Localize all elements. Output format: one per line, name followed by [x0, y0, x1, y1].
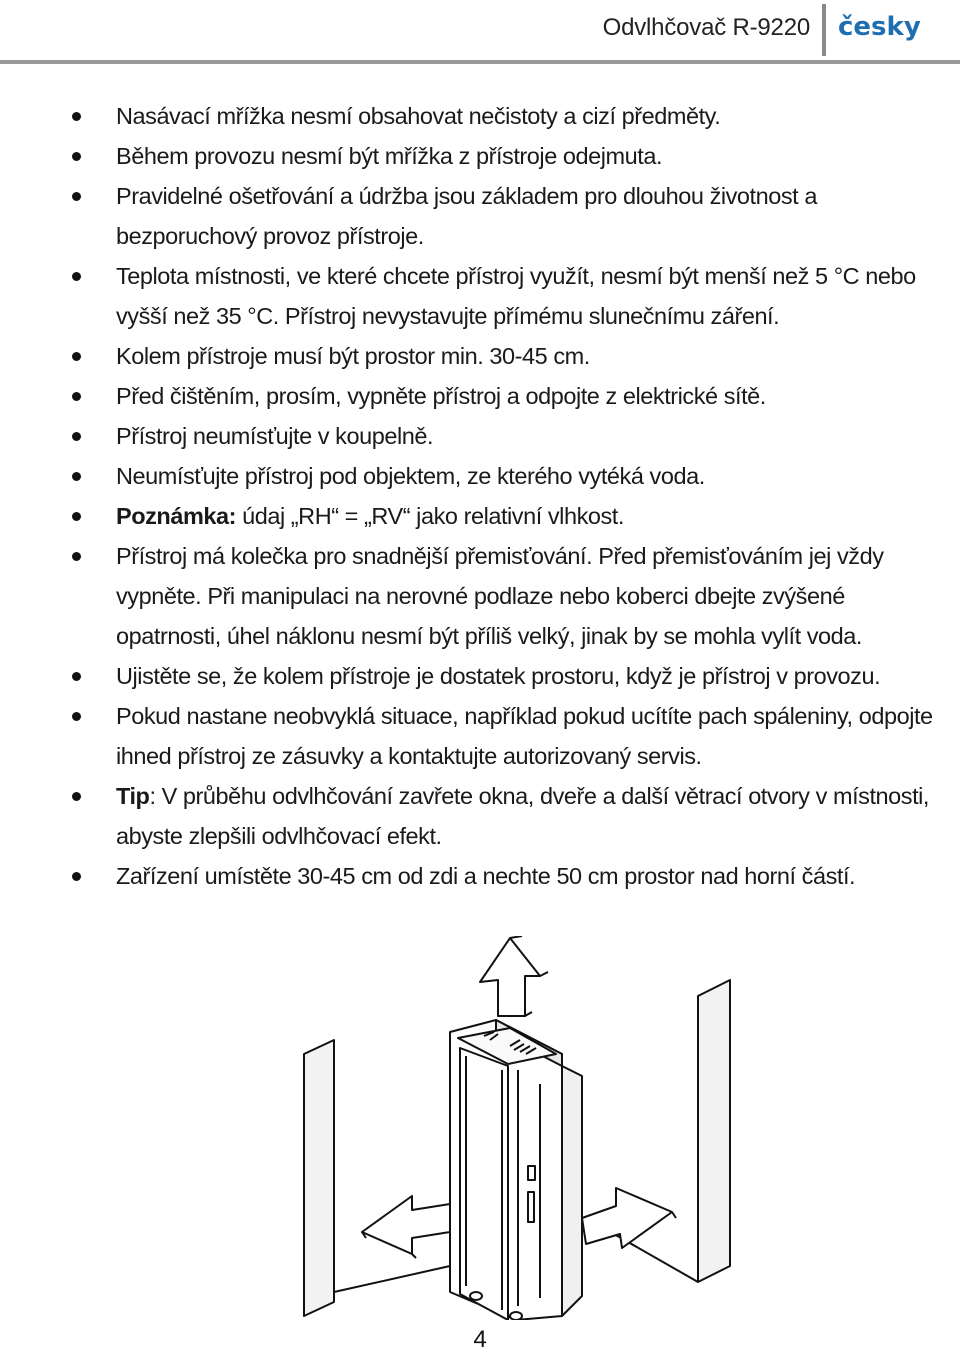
list-item: Přístroj má kolečka pro snadnější přemisťování. Před přemisťováním jej vždy vypněte. Při manipulaci na nerovné podlaze nebo koberci dbejte zvýšené opatrnosti, úhel náklonu nesmí být příliš velký, jinak by se mohla vylít voda.	[0, 536, 960, 656]
list-item: Ujistěte se, že kolem přístroje je dostatek prostoru, když je přístroj v provozu.	[0, 656, 960, 696]
arrow-up-icon	[480, 936, 548, 1016]
list-item: Pokud nastane neobvyklá situace, například pokud ucítíte pach spáleniny, odpojte ihned přístroj ze zásuvky a kontaktujte autorizovaný servis.	[0, 696, 960, 776]
arrow-right-icon	[582, 1188, 676, 1248]
bullet-icon	[72, 672, 81, 681]
bullet-icon	[72, 552, 81, 561]
dehumidifier-icon	[450, 1020, 582, 1320]
bullet-icon	[72, 392, 81, 401]
list-item: Před čištěním, prosím, vypněte přístroj a odpojte z elektrické sítě.	[0, 376, 960, 416]
bullet-icon	[72, 512, 81, 521]
dehumidifier-clearance-diagram	[300, 936, 760, 1320]
list-item: Nasávací mřížka nesmí obsahovat nečistoty a cizí předměty.	[0, 96, 960, 136]
bullet-icon	[72, 712, 81, 721]
list-item: Kolem přístroje musí být prostor min. 30-45 cm.	[0, 336, 960, 376]
page-header	[0, 0, 960, 62]
wall-icon	[304, 1040, 450, 1316]
list-item: Během provozu nesmí být mřížka z přístroje odejmuta.	[0, 136, 960, 176]
bullet-icon	[72, 352, 81, 361]
tip-label: Tip	[116, 783, 150, 809]
list-item: Neumísťujte přístroj pod objektem, ze kterého vytéká voda.	[0, 456, 960, 496]
document-title: Odvlhčovač R-9220	[602, 14, 810, 41]
placement-illustration	[300, 936, 760, 1320]
header-rule	[0, 60, 960, 64]
page-number: 4	[473, 1326, 487, 1353]
bullet-icon	[72, 272, 81, 281]
bullet-icon	[72, 792, 81, 801]
bullet-icon	[72, 152, 81, 161]
language-label: česky	[838, 12, 921, 42]
bullet-icon	[72, 112, 81, 121]
list-item: Tip: V průběhu odvlhčování zavřete okna, dveře a další větrací otvory v místnosti, abyste zlepšili odvlhčovací efekt.	[0, 776, 960, 856]
arrow-left-icon	[362, 1196, 450, 1258]
list-item: Pravidelné ošetřování a údržba jsou základem pro dlouhou životnost a bezporuchový provoz přístroje.	[0, 176, 960, 256]
list-item: Přístroj neumísťujte v koupelně.	[0, 416, 960, 456]
bullet-icon	[72, 432, 81, 441]
bullet-icon	[72, 192, 81, 201]
bullet-icon	[72, 872, 81, 881]
note-label: Poznámka:	[116, 503, 237, 529]
bullet-icon	[72, 472, 81, 481]
list-item: Poznámka: údaj „RH“ = „RV“ jako relativní vlhkost.	[0, 496, 960, 536]
list-item: Zařízení umístěte 30-45 cm od zdi a nechte 50 cm prostor nad horní částí.	[0, 856, 960, 896]
list-item: Teplota místnosti, ve které chcete přístroj využít, nesmí být menší než 5 °C nebo vyšší než 35 °C. Přístroj nevystavujte přímému slunečnímu záření.	[0, 256, 960, 336]
safety-instructions-list	[0, 96, 960, 896]
header-divider	[822, 4, 826, 56]
